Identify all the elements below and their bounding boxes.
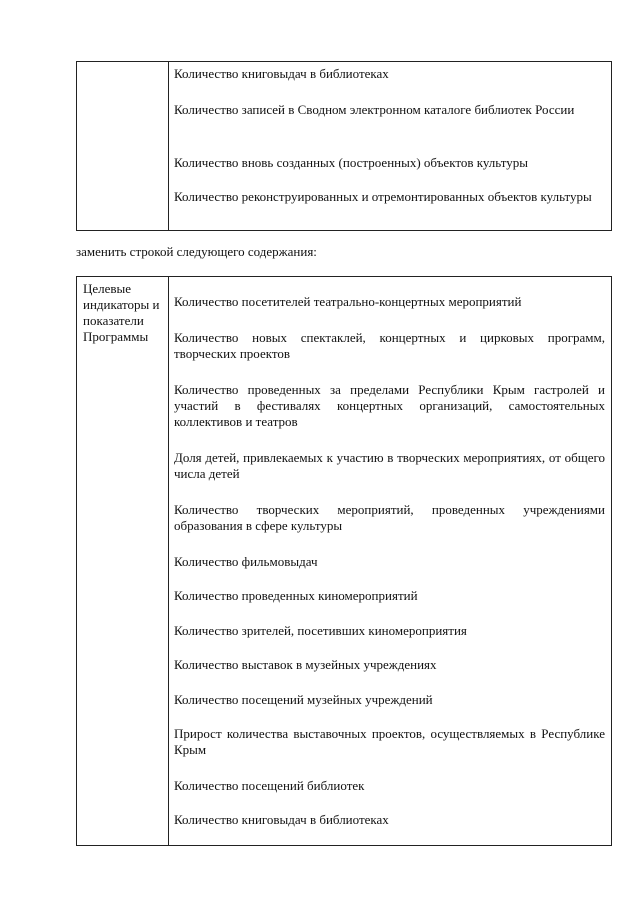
bottom-table-row: Количество выставок в музейных учреждениях [174,657,437,672]
top-table-row: Количество вновь созданных (построенных) объектов культуры [174,155,528,170]
bottom-table-row: Количество книговыдач в библиотеках [174,812,389,827]
bottom-indicators-table [76,276,612,846]
bottom-table-row: Количество проведенных киномероприятий [174,588,418,603]
bottom-table-row: Количество фильмовыдач [174,554,318,569]
bottom-table-row: Количество проведенных за пределами Республики Крым гастролей и участий в фестивалях концертных организаций, самостоятельных коллективов и театров [174,382,605,429]
bottom-table-row: Количество зрителей, посетивших киномероприятия [174,623,467,638]
bottom-table-row: Количество посещений музейных учреждений [174,692,433,707]
top-table-row: Количество записей в Сводном электронном каталоге библиотек России [174,102,575,117]
top-table-empty-left-cell [77,62,169,230]
top-table-row: Количество реконструированных и отремонтированных объектов культуры [174,189,592,204]
replacement-intro-text: заменить строкой следующего содержания: [76,244,317,259]
top-table-row: Количество книговыдач в библиотеках [174,66,389,81]
bottom-table-row: Количество посетителей театрально-концертных мероприятий [174,294,522,309]
top-table-right-cell [169,62,611,230]
bottom-table-row: Количество творческих мероприятий, проведенных учреждениями образования в сфере культуры [174,502,605,533]
bottom-table-right-cell [169,277,611,845]
bottom-table-row: Прирост количества выставочных проектов, осуществляемых в Республике Крым [174,726,605,757]
bottom-table-row: Количество новых спектаклей, концертных и цирковых программ, творческих проектов [174,330,605,361]
indicators-header-label: Целевые индикаторы и показатели Программы [83,281,160,344]
top-indicators-table [76,61,612,231]
bottom-table-header-cell [77,277,169,845]
bottom-table-row: Количество посещений библиотек [174,778,365,793]
bottom-table-row: Доля детей, привлекаемых к участию в творческих мероприятиях, от общего числа детей [174,450,605,481]
